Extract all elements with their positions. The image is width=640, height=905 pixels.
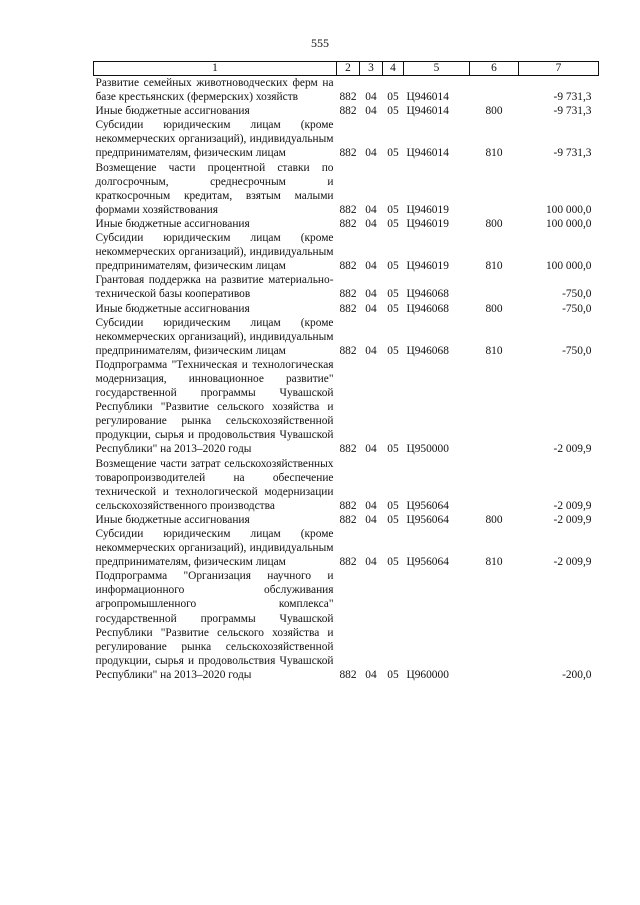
table-body — [94, 76, 599, 683]
row-name: Грантовая поддержка на развитие материально-технической базы кооперативов — [95, 274, 334, 301]
row-amount: 100 000,0 — [545, 203, 592, 216]
table-header — [94, 62, 599, 76]
row-ministry-code: 882 — [339, 556, 357, 569]
header-cell-2: 2 — [337, 62, 360, 76]
row-subsection-code: 05 — [387, 668, 399, 681]
table-row — [94, 217, 599, 231]
table-row — [94, 513, 599, 527]
row-section-code: 04 — [365, 260, 377, 273]
row-expense-type: 800 — [485, 105, 503, 118]
row-amount: -2 009,9 — [553, 513, 592, 526]
row-section-code: 04 — [365, 344, 377, 357]
row-amount: -2 009,9 — [553, 499, 592, 512]
row-subsection-code: 05 — [387, 302, 399, 315]
table-row — [94, 231, 599, 273]
row-subsection-code: 05 — [387, 147, 399, 160]
row-ministry-code: 882 — [339, 344, 357, 357]
row-ministry-code: 882 — [339, 499, 357, 512]
row-target-article: Ц946014 — [406, 91, 449, 104]
table-row — [94, 316, 599, 358]
row-expense-type — [470, 457, 519, 513]
row-section-code: 04 — [365, 556, 377, 569]
row-ministry-code: 882 — [339, 513, 357, 526]
row-expense-type: 800 — [485, 302, 503, 315]
row-amount: 100 000,0 — [545, 260, 592, 273]
table-row — [94, 527, 599, 569]
row-target-article: Ц946019 — [406, 217, 449, 230]
row-subsection-code: 05 — [387, 105, 399, 118]
row-subsection-code: 05 — [387, 288, 399, 301]
row-section-code: 04 — [365, 302, 377, 315]
row-target-article: Ц946068 — [406, 288, 449, 301]
row-expense-type: 810 — [485, 344, 503, 357]
row-subsection-code: 05 — [387, 443, 399, 456]
row-target-article: Ц946014 — [406, 105, 449, 118]
table-row — [94, 273, 599, 301]
row-target-article: Ц956064 — [406, 556, 449, 569]
row-name: Подпрограмма "Техническая и технологическая модернизация, инновационное развитие" государственной программы Чувашской Республики "Развитие сельского хозяйства и регулирование рынка сельскохозяйственной продукции, сырья и продовольствия Чувашской Республики" на 2013–2020 годы — [95, 358, 334, 456]
table-row — [94, 76, 599, 105]
row-name: Возмещение части затрат сельскохозяйственных товаропроизводителей на обеспечение технической и технологической модернизации сельскохозяйственного производства — [95, 457, 334, 512]
row-name: Субсидии юридическим лицам (кроме некоммерческих организаций), индивидуальным предпринимателям, физическим лицам — [95, 119, 334, 160]
row-name: Развитие семейных животноводческих ферм на базе крестьянских (фермерских) хозяйств — [95, 77, 334, 104]
table-row — [94, 457, 599, 513]
row-subsection-code: 05 — [387, 91, 399, 104]
row-expense-type — [470, 569, 519, 682]
header-cell-7: 7 — [519, 62, 599, 76]
budget-table — [93, 61, 599, 682]
row-amount: -750,0 — [562, 288, 592, 301]
row-section-code: 04 — [365, 499, 377, 512]
row-expense-type: 800 — [485, 217, 503, 230]
row-target-article: Ц946068 — [406, 344, 449, 357]
row-expense-type — [470, 358, 519, 457]
row-ministry-code: 882 — [339, 147, 357, 160]
row-section-code: 04 — [365, 668, 377, 681]
row-section-code: 04 — [365, 91, 377, 104]
row-target-article: Ц946068 — [406, 302, 449, 315]
row-amount: -200,0 — [562, 668, 592, 681]
row-section-code: 04 — [365, 105, 377, 118]
row-ministry-code: 882 — [339, 203, 357, 216]
row-name: Подпрограмма "Организация научного и информационного обслуживания агропромышленного комплекса" государственной программы Чувашской Республики "Развитие сельского хозяйства и регулирование рынка сельскохозяйственной продукции, сырья и продовольствия Чувашской Республики" на 2013–2020 годы — [95, 570, 334, 681]
row-subsection-code: 05 — [387, 344, 399, 357]
table-row — [94, 569, 599, 682]
row-expense-type: 800 — [485, 513, 503, 526]
row-target-article: Ц956064 — [406, 513, 449, 526]
row-target-article: Ц946019 — [406, 260, 449, 273]
row-amount: -9 731,3 — [553, 105, 592, 118]
row-expense-type — [470, 161, 519, 217]
row-subsection-code: 05 — [387, 556, 399, 569]
table-row — [94, 358, 599, 457]
row-ministry-code: 882 — [339, 91, 357, 104]
row-target-article: Ц950000 — [406, 443, 449, 456]
row-amount: -750,0 — [562, 344, 592, 357]
table-row — [94, 161, 599, 217]
table-row — [94, 104, 599, 118]
row-amount: -750,0 — [562, 302, 592, 315]
row-amount: -2 009,9 — [553, 556, 592, 569]
row-name: Возмещение части процентной ставки по долгосрочным, среднесрочным и краткосрочным кредитам, взятым малыми формами хозяйствования — [95, 161, 334, 216]
row-section-code: 04 — [365, 288, 377, 301]
page-number: 555 — [311, 36, 329, 50]
row-expense-type: 810 — [485, 260, 503, 273]
row-amount: -9 731,3 — [553, 147, 592, 160]
row-name: Субсидии юридическим лицам (кроме некоммерческих организаций), индивидуальным предпринимателям, физическим лицам — [95, 528, 334, 569]
row-name: Иные бюджетные ассигнования — [95, 105, 250, 118]
row-section-code: 04 — [365, 203, 377, 216]
header-cell-3: 3 — [360, 62, 383, 76]
row-ministry-code: 882 — [339, 302, 357, 315]
row-expense-type: 810 — [485, 147, 503, 160]
header-cell-5: 5 — [404, 62, 470, 76]
row-name: Иные бюджетные ассигнования — [95, 513, 250, 526]
row-target-article: Ц960000 — [406, 668, 449, 681]
row-ministry-code: 882 — [339, 217, 357, 230]
row-target-article: Ц956064 — [406, 499, 449, 512]
table-row — [94, 302, 599, 316]
row-amount: -2 009,9 — [553, 443, 592, 456]
row-ministry-code: 882 — [339, 260, 357, 273]
row-section-code: 04 — [365, 147, 377, 160]
row-subsection-code: 05 — [387, 217, 399, 230]
row-section-code: 04 — [365, 217, 377, 230]
row-ministry-code: 882 — [339, 105, 357, 118]
row-subsection-code: 05 — [387, 203, 399, 216]
row-target-article: Ц946019 — [406, 203, 449, 216]
row-subsection-code: 05 — [387, 499, 399, 512]
header-cell-6: 6 — [470, 62, 519, 76]
row-ministry-code: 882 — [339, 443, 357, 456]
row-amount: 100 000,0 — [545, 217, 592, 230]
row-section-code: 04 — [365, 513, 377, 526]
row-expense-type — [470, 273, 519, 301]
header-row — [94, 62, 599, 76]
header-cell-4: 4 — [383, 62, 404, 76]
row-section-code: 04 — [365, 443, 377, 456]
row-name: Субсидии юридическим лицам (кроме некоммерческих организаций), индивидуальным предпринимателям, физическим лицам — [95, 232, 334, 273]
row-target-article: Ц946014 — [406, 147, 449, 160]
row-name: Иные бюджетные ассигнования — [95, 302, 250, 315]
row-ministry-code: 882 — [339, 668, 357, 681]
row-expense-type: 810 — [485, 556, 503, 569]
table-row — [94, 118, 599, 160]
row-subsection-code: 05 — [387, 260, 399, 273]
row-expense-type — [470, 76, 519, 105]
row-ministry-code: 882 — [339, 288, 357, 301]
row-name: Субсидии юридическим лицам (кроме некоммерческих организаций), индивидуальным предпринимателям, физическим лицам — [95, 316, 334, 357]
row-amount: -9 731,3 — [553, 91, 592, 104]
row-name: Иные бюджетные ассигнования — [95, 217, 250, 230]
row-subsection-code: 05 — [387, 513, 399, 526]
header-cell-1: 1 — [94, 62, 337, 76]
